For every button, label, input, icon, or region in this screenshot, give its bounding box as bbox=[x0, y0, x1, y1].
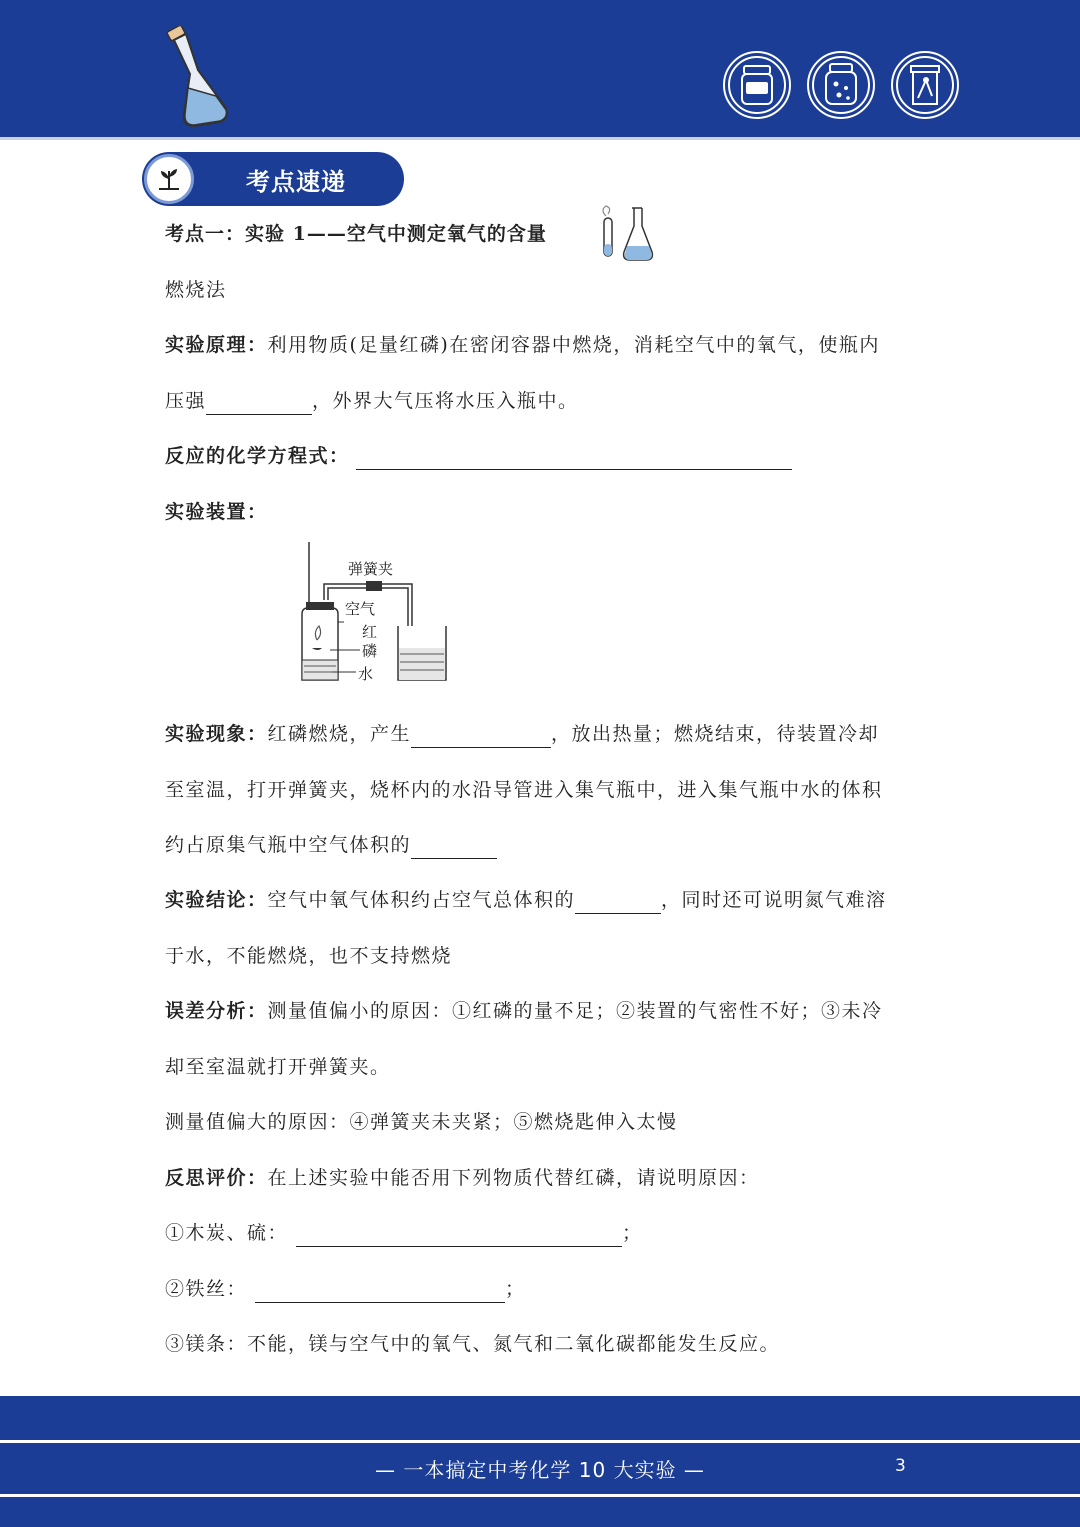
conclusion-blank[interactable] bbox=[575, 893, 661, 914]
volume-blank[interactable] bbox=[411, 838, 497, 859]
reflection-line bbox=[165, 1164, 760, 1192]
error-line-2: 却至室温就打开弹簧夹。 bbox=[165, 1056, 391, 1078]
principle-text-2a: 压强 bbox=[165, 390, 207, 412]
conclusion-line-2: 于水，不能燃烧，也不支持燃烧 bbox=[165, 945, 453, 967]
footer-title: — 一本搞定中考化学 10 大实验 — bbox=[375, 1458, 705, 1482]
red-label: 红 bbox=[362, 623, 378, 641]
test-tube-flask-icon bbox=[596, 204, 660, 264]
reflection-label: 反思评价： bbox=[165, 1167, 268, 1189]
principle-text-1: 利用物质(足量红磷)在密闭容器中燃烧，消耗空气中的氧气，使瓶内 bbox=[267, 334, 880, 356]
principle-label: 实验原理： bbox=[165, 334, 268, 356]
error-line-3: 测量值偏大的原因：④弹簧夹未夹紧；⑤燃烧匙伸入太慢 bbox=[165, 1111, 678, 1133]
equation-blank[interactable] bbox=[356, 449, 792, 470]
jar-icon bbox=[722, 50, 792, 120]
phenomenon-text-3: 约占原集气瓶中空气体积的 bbox=[165, 834, 412, 856]
conclusion-line-1 bbox=[165, 886, 887, 914]
plant-icon bbox=[147, 157, 191, 201]
topic-title: 考点一：实验 1——空气中测定氧气的含量 bbox=[165, 223, 547, 245]
phenomenon-text-1b: ，放出热量；燃烧结束，待装置冷却 bbox=[551, 723, 880, 745]
item-1-label: ①木炭、硫： bbox=[165, 1222, 289, 1244]
page-number: 3 bbox=[895, 1456, 906, 1476]
section-tab-badge bbox=[144, 154, 194, 204]
beaker-icon bbox=[890, 50, 960, 120]
item-2-blank[interactable] bbox=[255, 1282, 505, 1303]
conclusion-text-1a: 空气中氧气体积约占空气总体积的 bbox=[267, 889, 576, 911]
conclusion-label: 实验结论： bbox=[165, 889, 268, 911]
phenomenon-text-1a: 红磷燃烧，产生 bbox=[267, 723, 412, 745]
page-header bbox=[0, 0, 1080, 140]
item-1-semicolon: ； bbox=[622, 1222, 643, 1244]
phenomenon-line-3 bbox=[165, 831, 497, 859]
phosphorus-label: 磷 bbox=[362, 642, 378, 660]
section-tab-label: 考点速递 bbox=[246, 168, 346, 196]
error-text-1: 测量值偏小的原因：①红磷的量不足；②装置的气密性不好；③未冷 bbox=[267, 1000, 883, 1022]
principle-line-2 bbox=[165, 387, 579, 415]
item-2-semicolon: ； bbox=[505, 1278, 526, 1300]
apparatus-diagram bbox=[290, 540, 460, 690]
principle-text-2b: ，外界大气压将水压入瓶中。 bbox=[312, 390, 579, 412]
equation-label: 反应的化学方程式： bbox=[165, 445, 350, 467]
apparatus-label: 实验装置： bbox=[165, 501, 268, 523]
reflection-text: 在上述实验中能否用下列物质代替红磷，请说明原因： bbox=[267, 1167, 760, 1189]
air-label: 空气 bbox=[345, 600, 376, 618]
pressure-blank[interactable] bbox=[206, 394, 312, 415]
reflection-item-2 bbox=[165, 1275, 526, 1303]
phenomenon-label: 实验现象： bbox=[165, 723, 268, 745]
reflection-item-1 bbox=[165, 1219, 643, 1247]
conclusion-text-1b: ，同时还可说明氮气难溶 bbox=[661, 889, 887, 911]
page-footer bbox=[0, 1396, 1080, 1527]
item-1-blank[interactable] bbox=[296, 1226, 622, 1247]
phenomenon-blank[interactable] bbox=[411, 727, 551, 748]
flask-icon bbox=[160, 26, 240, 130]
phenomenon-line-1 bbox=[165, 720, 879, 748]
reflection-item-3: ③镁条：不能，镁与空气中的氧气、氮气和二氧化碳都能发生反应。 bbox=[165, 1333, 781, 1355]
section-tab bbox=[142, 152, 404, 206]
phenomenon-line-2: 至室温，打开弹簧夹，烧杯内的水沿导管进入集气瓶中，进入集气瓶中水的体积 bbox=[165, 779, 883, 801]
principle-line-1 bbox=[165, 331, 880, 359]
item-2-label: ②铁丝： bbox=[165, 1278, 248, 1300]
error-line-1 bbox=[165, 997, 883, 1025]
equation-line bbox=[165, 442, 792, 470]
water-label: 水 bbox=[358, 665, 374, 683]
method-text: 燃烧法 bbox=[165, 279, 227, 301]
clip-label: 弹簧夹 bbox=[348, 560, 394, 578]
bubble-jar-icon bbox=[806, 50, 876, 120]
error-label: 误差分析： bbox=[165, 1000, 268, 1022]
